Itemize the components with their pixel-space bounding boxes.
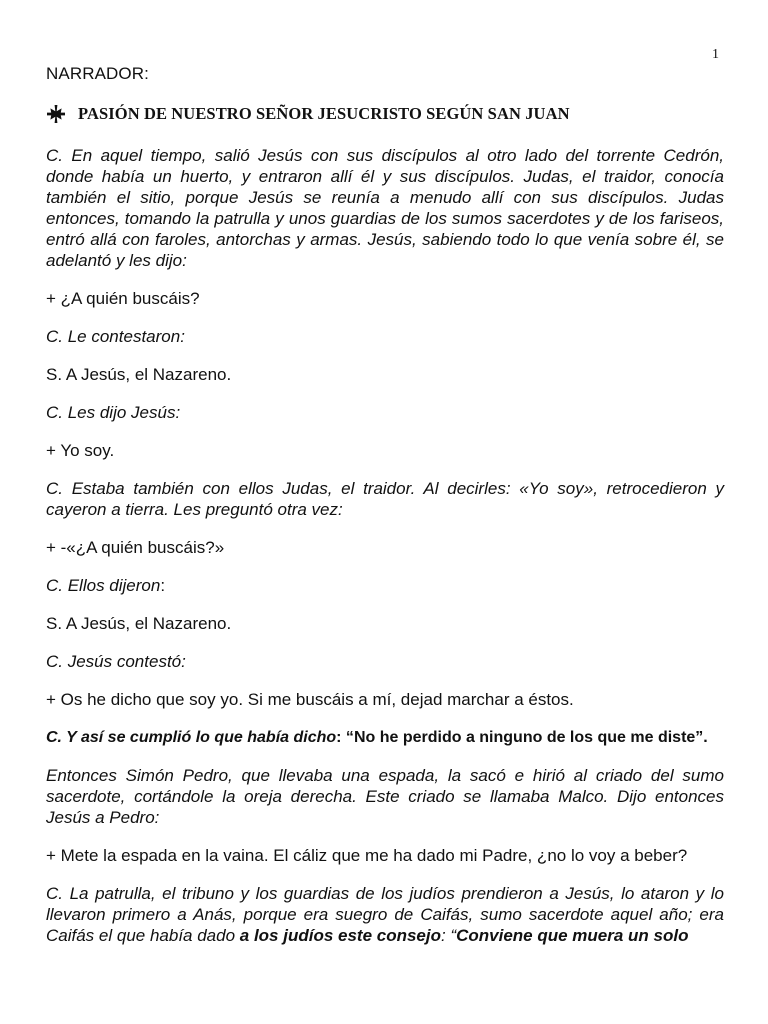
- narrator-text-emphasis: a los judíos este consejo: [239, 926, 441, 945]
- jesus-line: + Yo soy.: [46, 441, 115, 460]
- narrator-line: [46, 575, 724, 596]
- narrator-text: C. La patrulla, el tribuno y los guardias de los judíos prendieron a Jesús, lo ataron y lo llevaron primero a Anás, porque era suegro de Caifás, sumo sacerdote aquel año; era Caifás el que había dado: [46, 884, 724, 945]
- quotation: Conviene que muera un solo: [456, 926, 689, 945]
- narrator-text: : “: [336, 729, 354, 746]
- jesus-line: + Os he dicho que soy yo. Si me buscáis a mí, dejad marchar a éstos.: [46, 690, 574, 709]
- narrator-paragraph: C. En aquel tiempo, salió Jesús con sus discípulos al otro lado del torrente Cedrón, donde había un huerto, y entraron allí él y sus discípulos. Judas, el traidor, conocía también el sitio, porque Jesús se reunía a menudo allí con sus discípulos. Judas entonces, tomando la patrulla y unos guardias de los sumos sacerdotes y de los fariseos, entró allá con faroles, antorchas y armas. Jesús, sabiendo todo lo que venía sobre él, se adelantó y les dijo:: [46, 146, 724, 270]
- page-number: 1: [712, 47, 719, 62]
- narrator-line: C. Le contestaron:: [46, 327, 185, 346]
- jesus-line: + ¿A quién buscáis?: [46, 289, 200, 308]
- narrator-paragraph: [46, 883, 724, 946]
- jesus-line: + Mete la espada en la vaina. El cáliz que me ha dado mi Padre, ¿no lo voy a beber?: [46, 846, 688, 865]
- narrator-line: C. Jesús contestó:: [46, 652, 186, 671]
- crowd-line: S. A Jesús, el Nazareno.: [46, 365, 232, 384]
- quotation: No he perdido a ninguno de los que me diste: [353, 729, 696, 746]
- document-title: PASIÓN DE NUESTRO SEÑOR JESUCRISTO SEGÚN SAN JUAN: [78, 104, 570, 123]
- narrator-text: C. Y: [46, 729, 81, 746]
- narrator-text: C. Ellos dijeron: [46, 576, 161, 595]
- narrator-line: C. Les dijo Jesús:: [46, 403, 181, 422]
- narrator-text: ”.: [695, 729, 708, 746]
- narrator-colon: :: [160, 576, 166, 595]
- narrator-paragraph: C. Estaba también con ellos Judas, el traidor. Al decirles: «Yo soy», retrocedieron y cayeron a tierra. Les preguntó otra vez:: [46, 479, 724, 519]
- document-body: [46, 145, 724, 963]
- narrator-line: [46, 727, 724, 748]
- narrator-text-emphasis: así se cumplió lo que había dicho: [80, 729, 337, 746]
- narrator-label: NARRADOR:: [46, 64, 149, 83]
- cross-icon: [46, 104, 66, 124]
- narrator-text: : “: [441, 926, 457, 945]
- crowd-line: S. A Jesús, el Nazareno.: [46, 614, 232, 633]
- narrator-paragraph: Entonces Simón Pedro, que llevaba una espada, la sacó e hirió al criado del sumo sacerdote, cortándole la oreja derecha. Este criado se llamaba Malco. Dijo entonces Jesús a Pedro:: [46, 766, 724, 827]
- jesus-line: + -«¿A quién buscáis?»: [46, 538, 225, 557]
- title-row: [46, 104, 736, 124]
